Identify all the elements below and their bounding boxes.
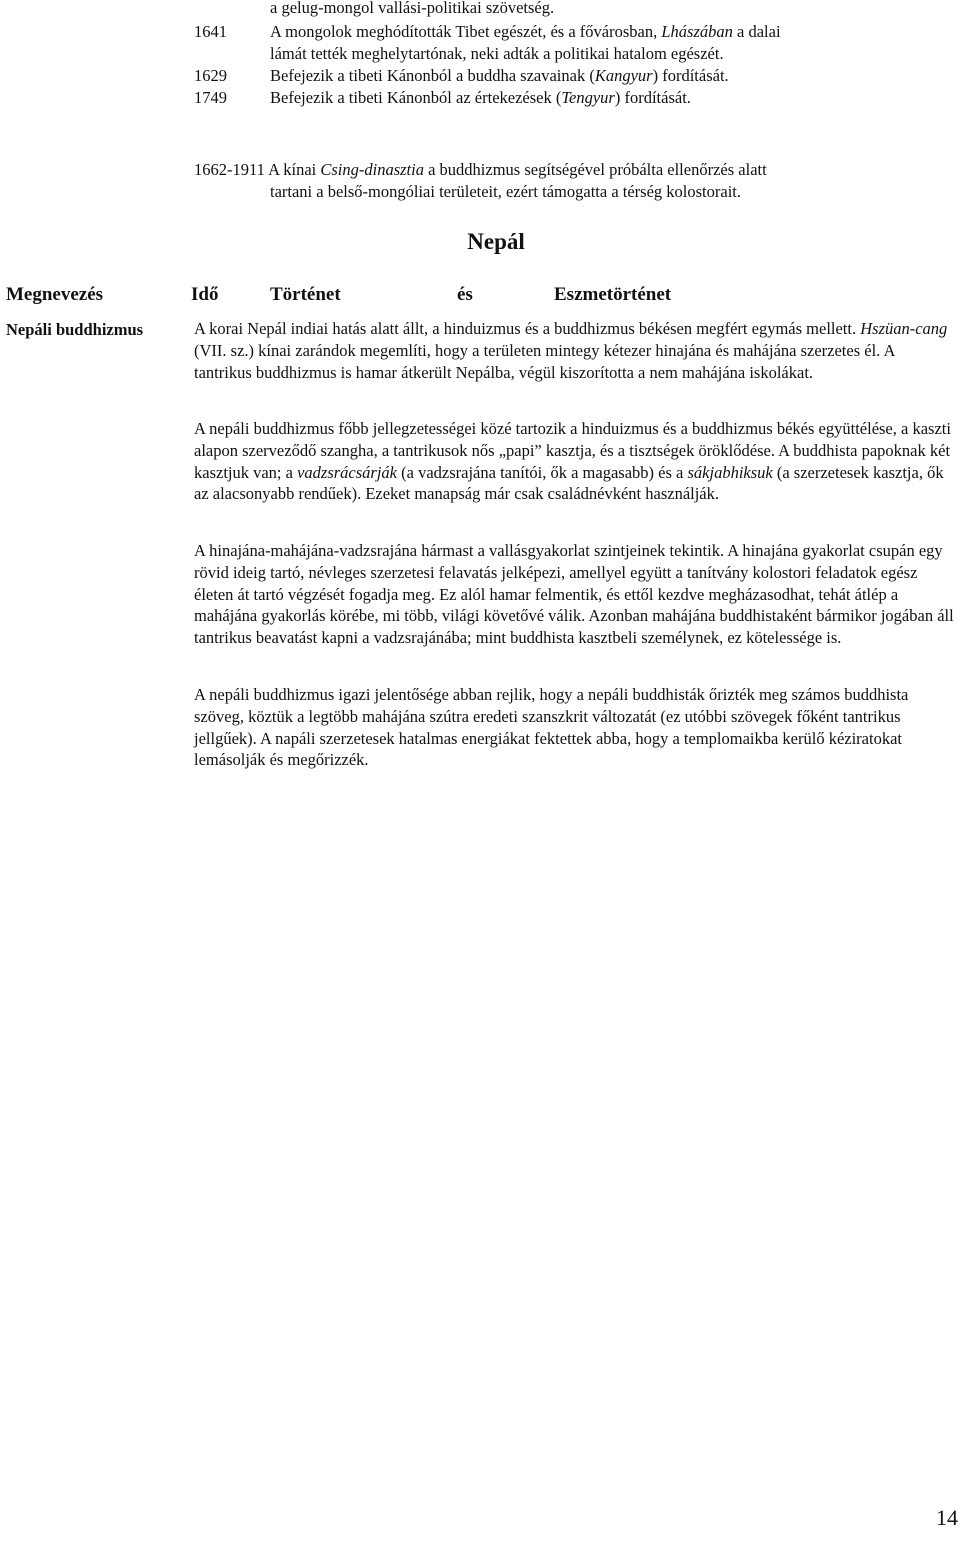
entry-year: 1662-1911 — [194, 160, 265, 179]
page-number: 14 — [936, 1505, 958, 1530]
entry-year: 1641 — [194, 22, 227, 41]
italic-term: Csing-dinasztia — [320, 160, 424, 179]
italic-term: sákjabhiksuk — [687, 462, 773, 482]
entry-year: 1629 — [194, 66, 227, 85]
italic-term: Lhászában — [661, 22, 733, 41]
header-history: Történet — [270, 284, 341, 305]
entry-text: lámát tették meghelytartónak, neki adták a politikai hatalom egészét. — [270, 44, 724, 63]
section-title: Nepál — [467, 229, 525, 254]
entry-text: A mongolok meghódították Tibet egészét, és a fővárosban, Lhászában a dalai — [270, 22, 781, 41]
paragraph: A hinajána-mahájána-vadzsrajána hármast a vallásgyakorlat szintjeinek tekintik. A hinajána gyakorlat csupán egy rövid ideig tartó, névleges szerzetesi felavatás jelképezi, amellyel együtt a tanítvány kolostori feladatok egész életen át tartó végzését fogadja meg. Ez alól hamar felmentik, és ettől kezdve megházasodhat, tehát átlép a mahájána gyakorlás körébe, mi több, világi követővé válik. Azonban mahájána buddhistaként bármikor jogában áll tantrikus beavatást kapni a vadzsrajánába; mint buddhista kasztbeli személynek, ez kötelessége is. — [194, 541, 954, 648]
italic-term: Kangyur — [594, 66, 653, 85]
header-time: Idő — [191, 284, 219, 305]
header-ideas: Eszmetörténet — [554, 284, 672, 305]
qing-entry-line2: tartani a belső-mongóliai területeit, ezért támogatta a térség kolostorait. — [270, 182, 741, 201]
row-label: Nepáli buddhizmus — [6, 320, 144, 339]
header-name: Megnevezés — [6, 284, 104, 305]
header-and: és — [457, 284, 473, 305]
italic-term: Tengyur — [561, 88, 615, 107]
qing-entry-line1: 1662-1911 A kínai Csing-dinasztia a buddhizmus segítségével próbálta ellenőrzés alatt — [194, 160, 767, 179]
italic-term: vadzsrácsárják — [297, 462, 398, 482]
entry-text: Befejezik a tibeti Kánonból a buddha szavainak (Kangyur) fordítását. — [270, 66, 729, 85]
paragraph: A korai Nepál indiai hatás alatt állt, a hinduizmus és a buddhizmus békésen megfért egymás mellett. Hszüan-cang (VII. sz.) kínai zarándok megemlíti, hogy a területen mintegy kétezer hinajána és mahájána szerzetes él. A tantrikus buddhizmus is hamar átkerült Nepálba, végül kiszorította a nem mahájána iskolákat. — [194, 319, 948, 382]
paragraph: A nepáli buddhizmus főbb jellegzetességei közé tartozik a hinduizmus és a buddhizmus békés együttélése, a kaszti alapon szerveződő szangha, a tantrikusok nős „papi” kasztja, és a tisztségek öröklődése. A buddhista papoknak két kasztjuk van; a vadzsrácsárják (a vadzsrajána tanítói, ők a magasabb) és a sákjabhiksuk (a szerzetesek kasztja, ők az alacsonyabb rendűek). Ezeket manapság már csak családnévként használják. — [194, 419, 951, 504]
entry-continuation: a gelug-mongol vallási-politikai szövetség. — [270, 0, 555, 17]
entry-text: Befejezik a tibeti Kánonból az értekezések (Tengyur) fordítását. — [270, 88, 691, 107]
paragraph: A nepáli buddhizmus igazi jelentősége abban rejlik, hogy a nepáli buddhisták őrizték meg számos buddhista szöveg, köztük a legtöbb mahájána szútra eredeti szanszkrit változatát (ez utóbbi szövegek főként tantrikus jellgűek). A napáli szerzetesek hatalmas energiákat fektettek abba, hogy a templomaikba kerülő kéziratokat lemásolják és megőrizzék. — [194, 685, 909, 770]
entry-year: 1749 — [194, 88, 227, 107]
italic-term: Hszüan-cang — [860, 319, 948, 338]
